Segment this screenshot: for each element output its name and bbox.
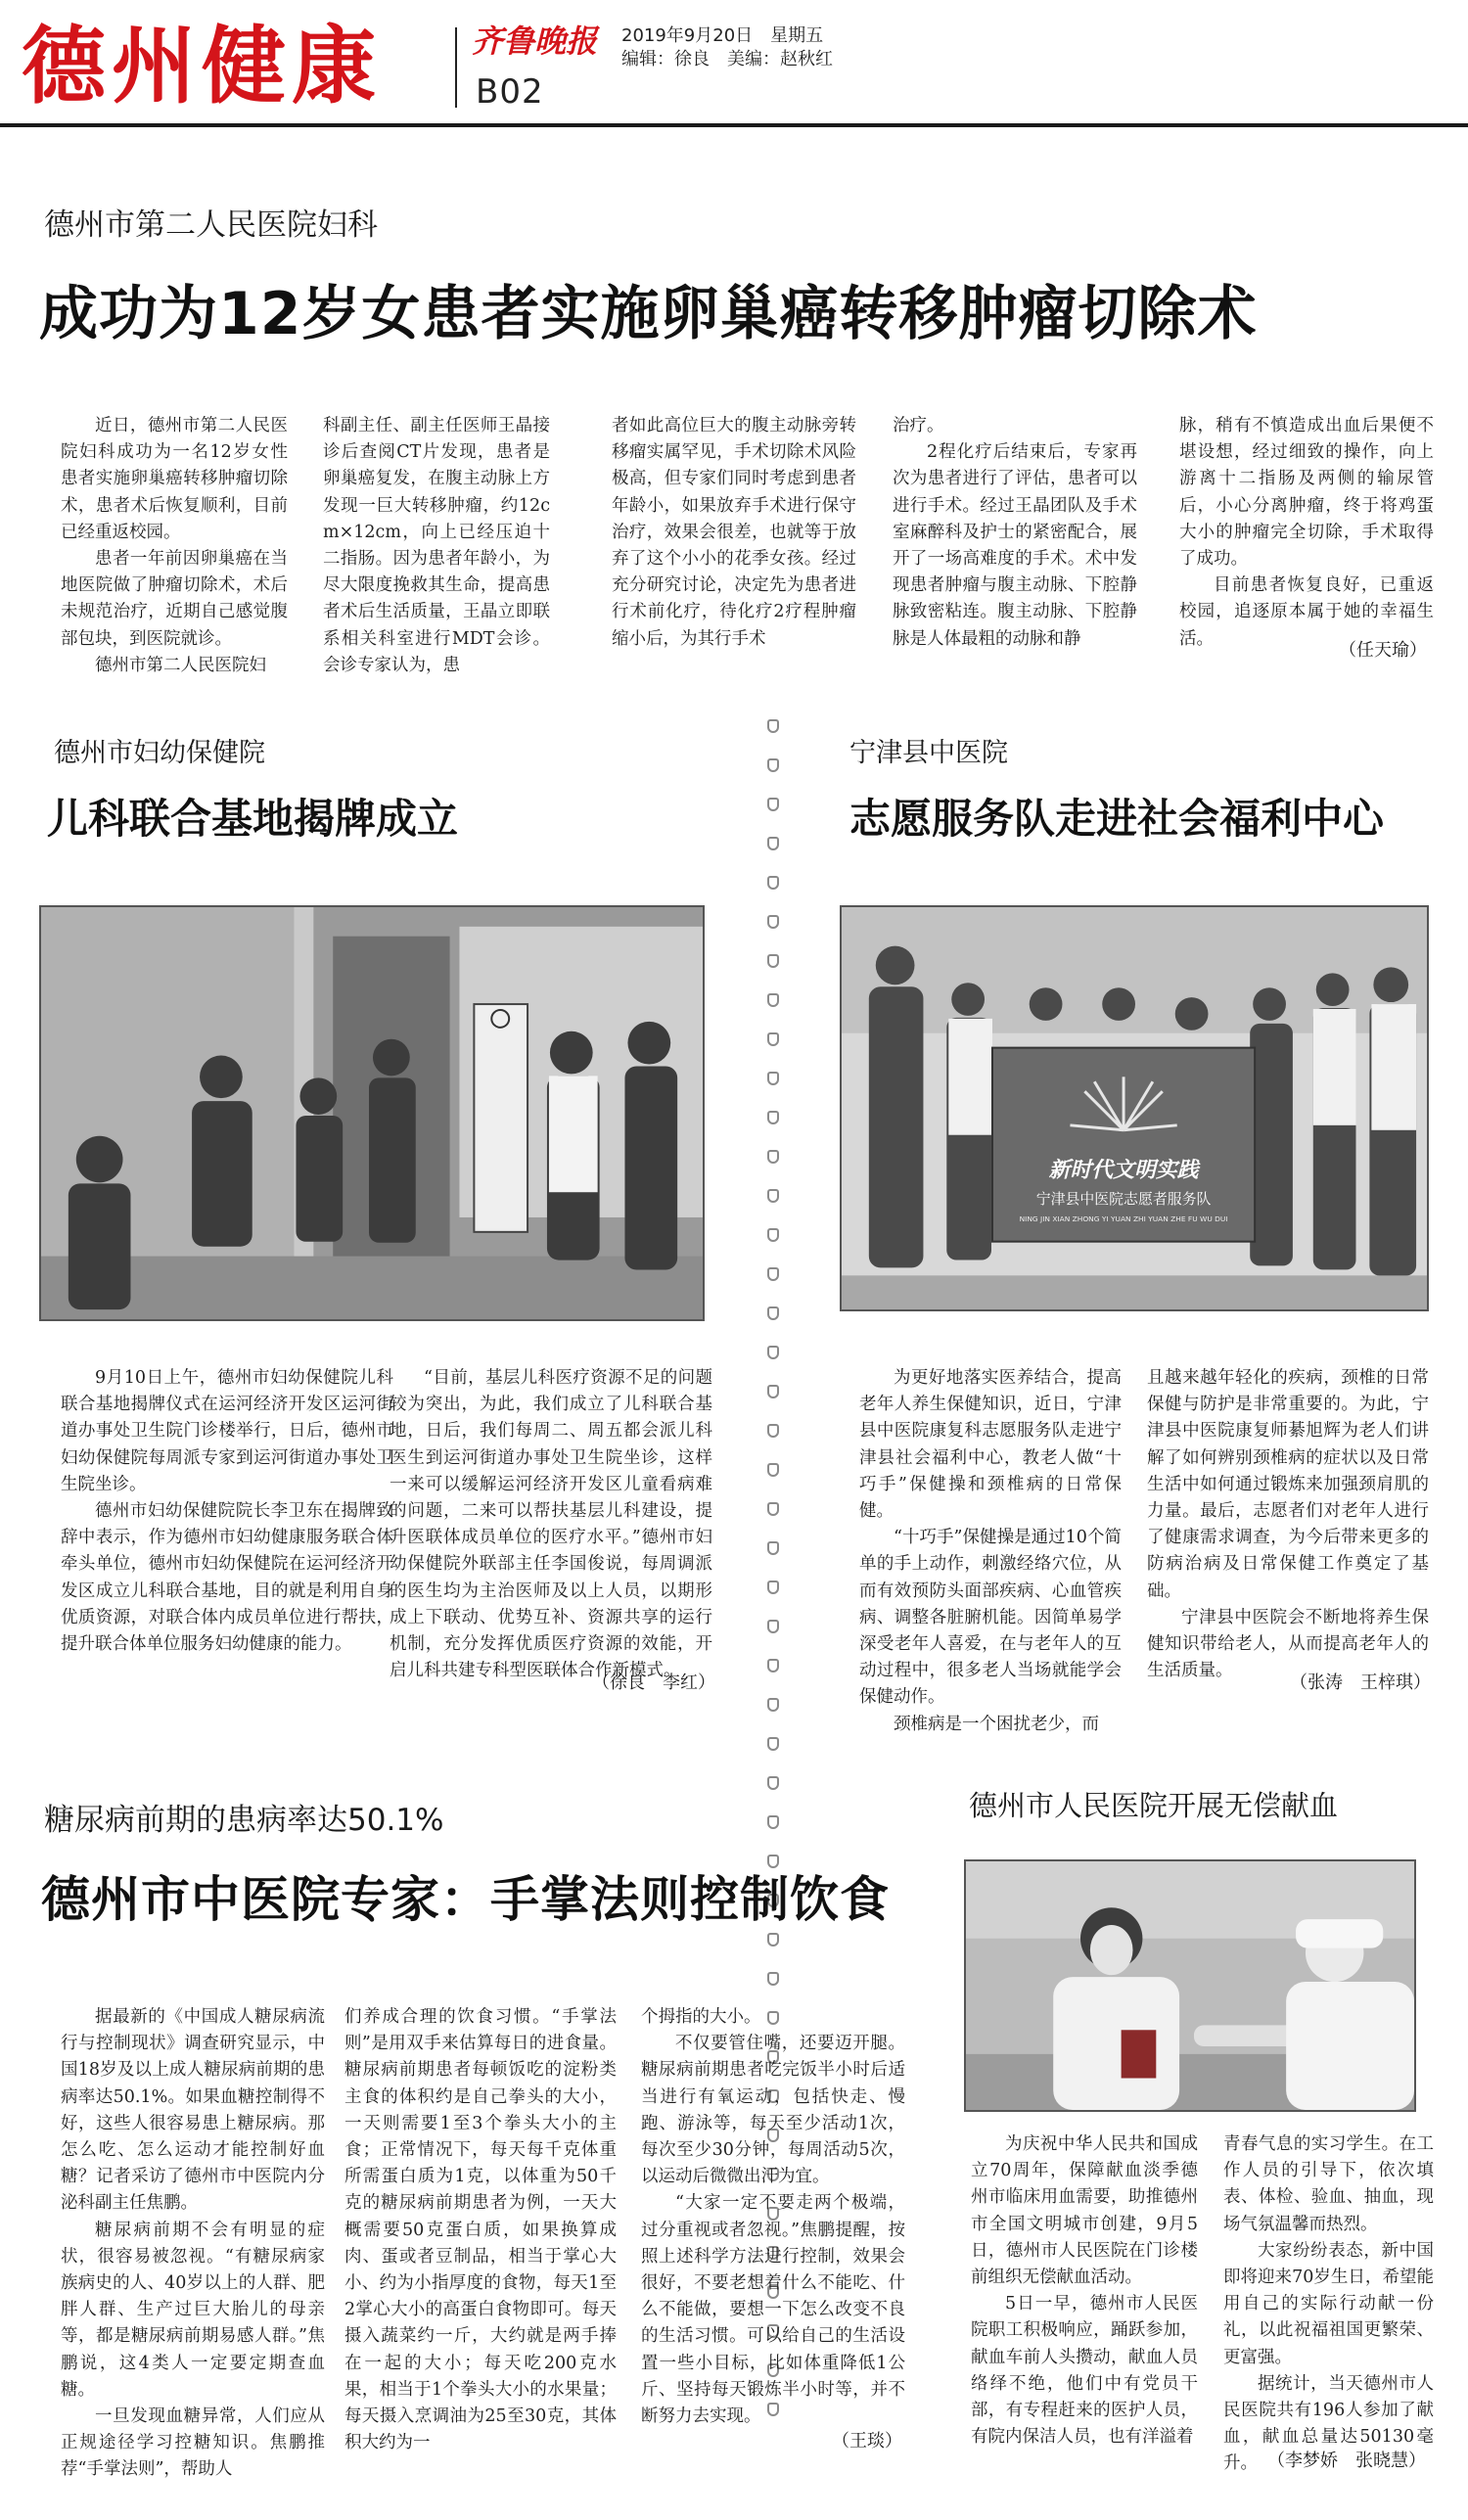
article-column — [344, 2004, 617, 2459]
article-column — [1147, 1365, 1429, 1681]
banner-subtitle: 宁津县中医院志愿者服务队 — [1035, 1190, 1212, 1209]
article-column — [1179, 413, 1434, 648]
banner-pinyin: NING JIN XIAN ZHONG YI YUAN ZHI YUAN ZHE FU WU DUI — [1019, 1214, 1228, 1223]
blood-donation-illustration — [966, 1861, 1414, 2110]
paragraph: 一旦发现血糖异常，人们应从正规途径学习控糖知识。焦鹏推荐“手掌法则”，帮助人 — [61, 2406, 325, 2480]
paragraph: 据统计，当天德州市人民医院共有196人参加了献血，献血总量达50130毫升。 — [1223, 2373, 1434, 2474]
blood-donation-photo — [964, 1859, 1416, 2112]
article-byline: （李梦娇 张晓慧） — [1267, 2451, 1426, 2471]
paragraph: 为庆祝中华人民共和国成立70周年，保障献血淡季德州市临床用血需要，助推德州市全国文明城市创建，9月5日，德州市人民医院在门诊楼前组织无偿献血活动。 — [971, 2134, 1198, 2288]
paragraph: “目前，基层儿科医疗资源不足的问题较为突出，为此，我们成立了儿科联合基地，日后，我们每周二、周五都会派儿科医生到运河街道办事处卫生院坐诊，这样一来可以缓解运河经济开发区儿童看病难的问题，二来可以帮扶基层儿科建设，提升医联体成员单位的医疗水平。”德州市妇幼保健院外联部主任李国俊说，每周调派的医生均为主治医师及以上人员，以期形成上下联动、优势互补、资源共享的运行机制，充分发挥优质医疗资源的效能，开启儿科共建专科型医联体合作新模式。 — [390, 1368, 712, 1681]
article-headline: 德州市中医院专家：手掌法则控制饮食 — [41, 1871, 890, 1928]
article-column — [893, 413, 1137, 689]
article-headline: 成功为12岁女患者实施卵巢癌转移肿瘤切除术 — [39, 280, 1258, 348]
paragraph: 9月10日上午，德州市妇幼保健院儿科联合基地揭牌仪式在运河经济开发区运河街道办事处卫生院门诊楼举行，日后，德州市妇幼保健院每周派专家到运河街道办事处卫生院坐诊。 — [61, 1368, 393, 1494]
issue-date: 2019年9月20日 星期五 — [621, 25, 824, 46]
paragraph: “十巧手”保健操是通过10个简单的手上动作，刺激经络穴位，从而有效预防头面部疾病、心血管疾病、调整各脏腑机能。因简单易学深受老年人喜爱，在与老年人的互动过程中，很多老人当场就能学会保健动作。 — [859, 1528, 1122, 1708]
paragraph: 脉，稍有不慎造成出血后果便不堪设想，经过细致的操作，向上游离十二指肠及两侧的输尿管后，小心分离肿瘤，终于将鸡蛋大小的肿瘤完全切除，手术取得了成功。 — [1179, 416, 1434, 570]
paragraph: 德州市第二人民医院妇 — [95, 655, 266, 675]
article-kicker: 糖尿病前期的患病率达50.1% — [44, 1803, 444, 1838]
header-rule — [0, 123, 1468, 127]
unveiling-ceremony-illustration — [41, 907, 703, 1319]
masthead-title: 德州健康 — [22, 18, 382, 115]
paragraph: 近日，德州市第二人民医院妇科成功为一名12岁女性患者实施卵巢癌转移肿瘤切除术，患者术后恢复顺利，目前已经重返校园。 — [61, 416, 288, 542]
paragraph: 为更好地落实医养结合，提高老年人养生保健知识，近日，宁津县中医院康复科志愿服务队走进宁津县社会福利中心，教老人做“十巧手”保健操和颈椎病的日常保健。 — [859, 1368, 1122, 1522]
paragraph: 目前患者恢复良好，已重返校园，追逐原本属于她的幸福生活。 — [1179, 575, 1434, 649]
editor-credits: 编辑：徐良 美编：赵秋红 — [621, 49, 833, 69]
paragraph: 2程化疗后结束后，专家再次为患者进行了评估，患者可以进行手术。经过王晶团队及手术室麻醉科及护士的紧密配合，展开了一场高难度的手术。术中发现患者肿瘤与腹主动脉、下腔静脉致密粘连。腹主动脉、下腔静脉是人体最粗的动脉和静 — [893, 442, 1137, 649]
article-column — [61, 1365, 393, 1694]
article-column — [390, 1365, 712, 1681]
paragraph: 糖尿病前期不会有明显的症状，很容易被忽视。“有糖尿病家族病史的人、40岁以上的人群、肥胖人群、生产过巨大胎儿的母亲等，都是糖尿病前期易感人群。”焦鹏说，这4类人一定要定期查血糖。 — [61, 2220, 325, 2400]
article-column — [323, 413, 550, 689]
article-column — [612, 413, 856, 689]
article-byline: （王琰） — [832, 2431, 902, 2451]
paragraph: 科副主任、副主任医师王晶接诊后查阅CT片发现，患者是卵巢癌复发，在腹主动脉上方发现一巨大转移肿瘤，约12cm×12cm，向上已经压迫十二指肠。因为患者年龄小，为尽大限度挽救其生命，提高患者术后生活质量，王晶立即联系相关科室进行MDT会诊。会诊专家认为，患 — [323, 416, 550, 675]
article-column — [859, 1365, 1122, 1734]
paragraph: 治疗。 — [893, 416, 944, 435]
paragraph: 颈椎病是一个困扰老少，而 — [894, 1714, 1099, 1734]
banner-title: 新时代文明实践 — [1048, 1158, 1199, 1183]
newspaper-brand: 齐鲁晚报 — [472, 23, 598, 60]
paragraph: 不仅要管住嘴，还要迈开腿。糖尿病前期患者吃完饭半小时后适当进行有氧运动，包括快走、慢跑、游泳等，每天至少活动1次，每次至少30分钟，每周活动5次，以运动后微微出汗为宜。 — [641, 2034, 905, 2187]
article-kicker: 宁津县中医院 — [849, 738, 1008, 768]
article-byline: （徐良 李红） — [592, 1672, 715, 1693]
paragraph: 大家纷纷表态，新中国即将迎来70岁生日，希望能用自己的实际行动献一份礼，以此祝福祖国更繁荣、更富强。 — [1223, 2240, 1434, 2367]
article-kicker: 德州市第二人民医院妇科 — [44, 207, 378, 243]
article-byline: （张涛 王梓琪） — [1290, 1672, 1431, 1693]
unveiling-ceremony-photo — [39, 905, 705, 1321]
paragraph: “大家一定不要走两个极端，过分重视或者忽视。”焦鹏提醒，按照上述科学方法进行控制，效果会很好，不要老想着什么不能吃、什么不能做，要想一下怎么改变不良的生活习惯。可以给自己的生活设置一些小目标，比如体重降低1公斤、坚持每天锻炼半小时等，并不断努力去实现。 — [641, 2193, 905, 2427]
paragraph: 德州市妇幼保健院院长李卫东在揭牌致辞中表示，作为德州市妇幼健康服务联合体牵头单位，德州市妇幼保健院在运河经济开发区成立儿科联合基地，目的就是利用自身优质资源，对联合体内成员单位进行帮扶，提升联合体单位服务妇幼健康的能力。 — [61, 1501, 393, 1655]
article-headline: 志愿服务队走进社会福利中心 — [849, 795, 1385, 843]
article-headline: 儿科联合基地揭牌成立 — [47, 795, 459, 843]
article-byline: （任天瑜） — [1339, 640, 1427, 661]
paragraph: 青春气息的实习学生。在工作人员的引导下，依次填表、体检、验血、抽血，现场气氛温馨而热烈。 — [1223, 2134, 1434, 2234]
paragraph: 们养成合理的饮食习惯。“手掌法则”是用双手来估算每日的进食量。糖尿病前期患者每顿饭吃的淀粉类主食的体积约是自己拳头的大小，一天则需要1至3个拳头大小的主食；正常情况下，每天每千克体重所需蛋白质为1克，以体重为50千克的糖尿病前期患者为例，一天大概需要50克蛋白质，如果换算成肉、蛋或者豆制品，相当于掌心大小、约为小指厚度的食物，每天1至2掌心大小的高蛋白食物即可。每天摄入蔬菜约一斤，大约就是两手捧在一起的大小；每天吃200克水果，相当于1个拳头大小的水果量；每天摄入烹调油为25至30克，其体积大约为一 — [344, 2007, 617, 2453]
article-column — [61, 2004, 325, 2480]
article-kicker: 德州市人民医院开展无偿献血 — [969, 1789, 1339, 1822]
article-column — [61, 413, 288, 689]
masthead-divider — [455, 27, 457, 108]
article-column — [641, 2004, 905, 2427]
page-number: B02 — [476, 72, 544, 112]
paragraph: 且越来越年轻化的疾病，颈椎的日常保健与防护是非常重要的。为此，宁津县中医院康复师綦旭辉为老人们讲解了如何辨别颈椎病的症状以及日常生活中如何通过锻炼来加强颈肩肌的力量。最后，志愿者们对老年人进行了健康需求调查，为今后带来更多的防病治病及日常保健工作奠定了基础。 — [1147, 1368, 1429, 1601]
paragraph: 者如此高位巨大的腹主动脉旁转移瘤实属罕见，手术切除术风险极高，但专家们同时考虑到患者年龄小，如果放弃手术进行保守治疗，效果会很差，也就等于放弃了这个小小的花季女孩。经过充分研究讨论，决定先为患者进行术前化疗，待化疗2疗程肿瘤缩小后，为其行手术 — [612, 416, 856, 649]
paragraph: 据最新的《中国成人糖尿病流行与控制现状》调查研究显示，中国18岁及以上成人糖尿病前期的患病率达50.1%。如果血糖控制得不好，这些人很容易患上糖尿病。那怎么吃、怎么运动才能控制好血糖？记者采访了德州市中医院内分泌科副主任焦鹏。 — [61, 2007, 325, 2214]
paragraph: 宁津县中医院会不断地将养生保健知识带给老人，从而提高老年人的生活质量。 — [1147, 1607, 1429, 1681]
volunteer-team-photo — [840, 905, 1429, 1311]
paragraph: 5日一早，德州市人民医院职工积极响应，踊跃参加，献血车前人头攒动，献血人员络绎不绝，他们中有党员干部，有专程赶来的医护人员，有院内保洁人员，也有洋溢着 — [971, 2294, 1198, 2448]
article-kicker: 德州市妇幼保健院 — [54, 738, 265, 768]
article-column — [971, 2131, 1198, 2464]
paragraph: 个拇指的大小。 — [641, 2007, 761, 2027]
volunteer-team-illustration — [842, 907, 1427, 1309]
paragraph: 患者一年前因卵巢癌在当地医院做了肿瘤切除术，术后未规范治疗，近期自己感觉腹部包块，到医院就诊。 — [61, 549, 288, 649]
